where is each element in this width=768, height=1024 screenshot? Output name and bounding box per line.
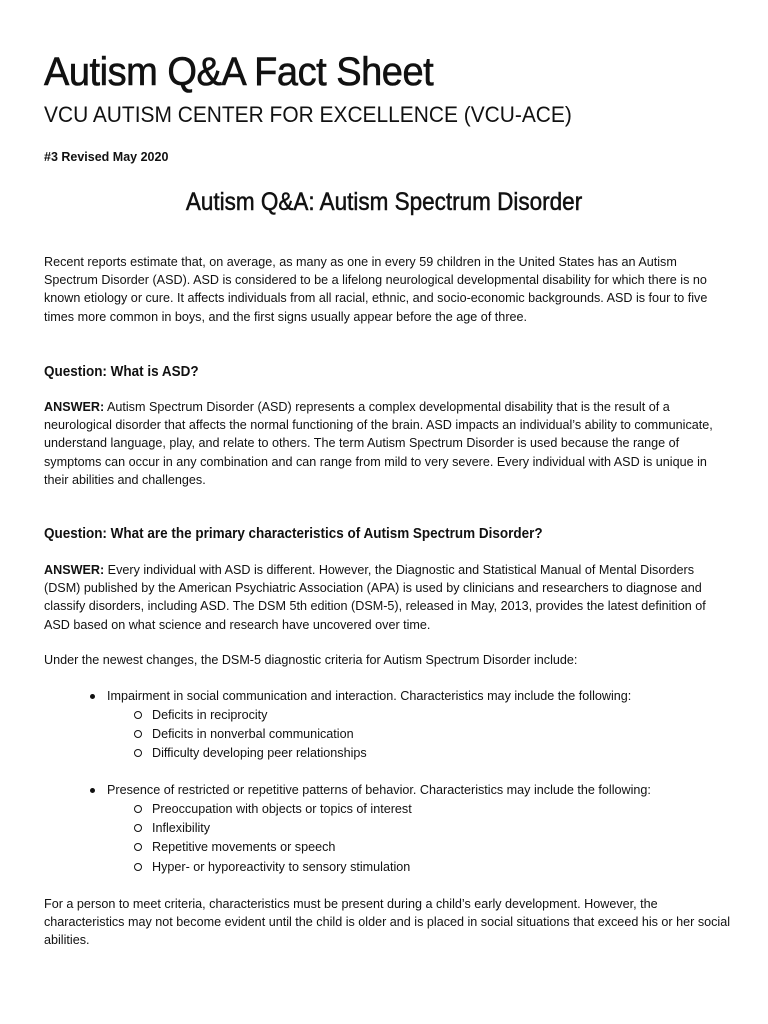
answer-label: ANSWER: (44, 563, 105, 577)
sub-item-text: Repetitive movements or speech (152, 840, 336, 855)
sub-item-text: Difficulty developing peer relationships (152, 746, 367, 761)
list-item (107, 706, 730, 725)
sub-item-text: Preoccupation with objects or topics of interest (152, 802, 412, 816)
criterion-text: Impairment in social communication and interaction. Characteristics may include the following: (107, 689, 632, 703)
answer-what-is-asd (44, 398, 730, 489)
sub-item-text: Deficits in nonverbal communication (152, 727, 354, 742)
answer-primary-characteristics (44, 561, 730, 634)
circle-bullet-icon (134, 824, 142, 832)
sub-item-text: Deficits in reciprocity (152, 708, 268, 722)
intro-paragraph: Recent reports estimate that, on average, as many as one in every 59 children in the United States has an Autism Spectrum Disorder (ASD). ASD is considered to be a lifelong neurological developmental disability for which there is no known etiology or cure. It affects individuals from all racial, ethnic, and socio-economic backgrounds. ASD is four to five times more common in boys, and the first signs usually appear before the age of three. (44, 255, 708, 324)
criteria-list-behavior (44, 781, 730, 877)
circle-bullet-icon (134, 843, 142, 851)
list-item (107, 725, 730, 744)
criteria-list-social (44, 687, 730, 764)
list-item (107, 858, 730, 877)
sub-item-text: Inflexibility (152, 821, 211, 836)
answer-text: Every individual with ASD is different. However, the Diagnostic and Statistical Manual of Mental Disorders (DSM) published by the American Psychiatric Association (APA) is used by clinicians and researchers to diagnose and classify disorders, including ASD. The DSM 5th edition (DSM-5), released in May, 2013, provides the latest definition of ASD based on what science and research have uncovered over time. (44, 563, 706, 632)
document-title: Autism Q&A Fact Sheet (44, 50, 434, 94)
circle-bullet-icon (134, 805, 142, 813)
sub-item-text: Hyper- or hyporeactivity to sensory stimulation (152, 859, 411, 874)
sub-list (107, 706, 730, 764)
answer-label: ANSWER: (44, 400, 105, 414)
criteria-intro: Under the newest changes, the DSM-5 diagnostic criteria for Autism Spectrum Disorder include: (44, 653, 578, 667)
circle-bullet-icon (134, 749, 142, 757)
criterion-text: Presence of restricted or repetitive patterns of behavior. Characteristics may include the following: (107, 783, 651, 797)
revision-note: #3 Revised May 2020 (44, 150, 169, 164)
main-heading: Autism Q&A: Autism Spectrum Disorder (185, 188, 583, 216)
answer-text: Autism Spectrum Disorder (ASD) represents a complex developmental disability that is the result of a neurological disorder that affects the normal functioning of the brain. ASD impacts an individual’s ability to communicate, understand language, play, and relate to others. The term Autism Spectrum Disorder is used because the range of symptoms can occur in any combination and can range from mild to very severe. Every individual with ASD is unique in their abilities and challenges. (44, 400, 713, 487)
list-item (107, 819, 730, 838)
bullet-icon (90, 788, 95, 793)
question-primary-characteristics: Question: What are the primary characteristics of Autism Spectrum Disorder? (44, 526, 543, 542)
question-what-is-asd: Question: What is ASD? (44, 364, 199, 380)
circle-bullet-icon (134, 730, 142, 738)
bullet-icon (90, 694, 95, 699)
list-item (107, 744, 730, 763)
list-item (107, 838, 730, 857)
circle-bullet-icon (134, 863, 142, 871)
closing-paragraph: For a person to meet criteria, characteristics must be present during a child’s early development. However, the characteristics may not become evident until the child is older and is placed in social situations that exceed his or her social abilities. (44, 897, 731, 948)
list-item (44, 687, 730, 764)
list-item (107, 800, 730, 819)
sub-list (107, 800, 730, 877)
document-subtitle: VCU AUTISM CENTER FOR EXCELLENCE (VCU-ACE) (44, 102, 572, 127)
list-item (44, 781, 730, 877)
circle-bullet-icon (134, 711, 142, 719)
